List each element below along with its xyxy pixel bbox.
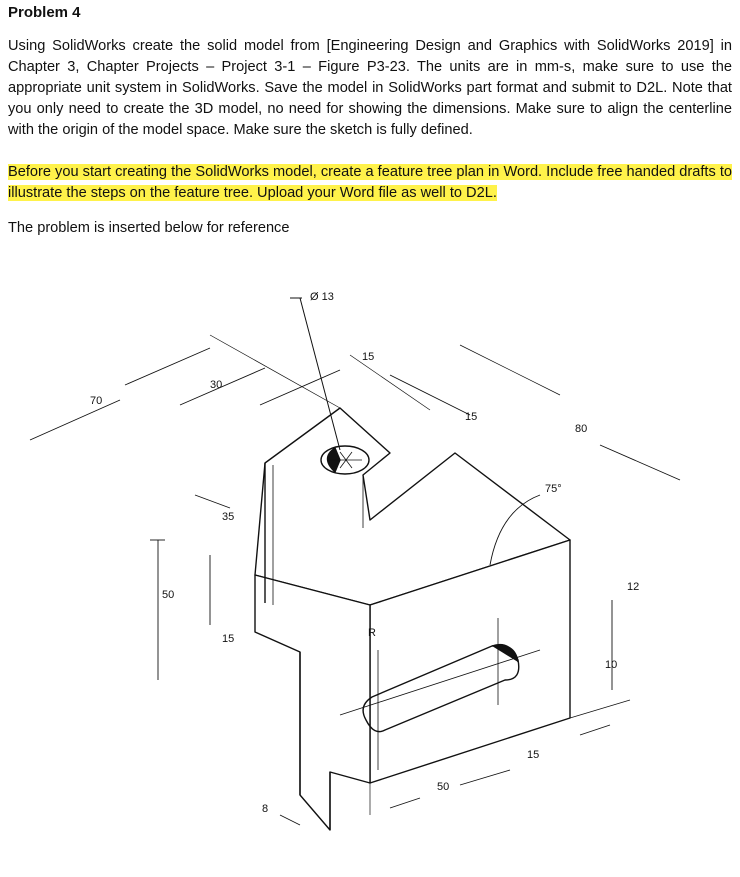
dim-10: 10 [605,659,618,671]
feature-tree-note [8,162,732,204]
dim-15-left: 15 [222,633,235,645]
dim-50-left: 50 [162,589,175,601]
reference-caption: The problem is inserted below for reference [8,220,290,236]
dim-15-top: 15 [362,351,375,363]
dim-50-bottom: 50 [437,781,450,793]
dim-80: 80 [575,423,588,435]
dim-30: 30 [210,379,223,391]
dim-hole-diameter: Ø 13 [310,291,334,303]
problem-heading: Problem 4 [8,4,81,21]
highlighted-text: Before you start creating the SolidWorks model, create a feature tree plan in Word. Include free handed drafts to illustrate the steps on the feature tree. Upload your Word file as well to D2L. [8,164,732,201]
dim-75-degrees: 75° [545,483,562,495]
instructions-paragraph: Using SolidWorks create the solid model from [Engineering Design and Graphics with SolidWorks 2019] in Chapter 3, Chapter Projects – Project 3-1 – Figure P3-23. The units are in mm-s, make sure to use the appropriate unit system in SolidWorks. Save the model in SolidWorks part format and submit to D2L. Note that you only need to create the 3D model, no need for showing the dimensions. Make sure to align the centerline with the origin of the model space. Make sure the sketch is fully defined. [8,38,732,138]
dim-15-mid: 15 [465,411,478,423]
dim-35: 35 [222,511,235,523]
dim-70: 70 [90,395,103,407]
dim-15-bottom: 15 [527,749,540,761]
dim-radius: R [368,627,376,639]
engineering-drawing-figure [0,250,740,872]
dim-8: 8 [262,803,269,815]
isometric-part-drawing [0,250,740,872]
dim-12: 12 [627,581,640,593]
